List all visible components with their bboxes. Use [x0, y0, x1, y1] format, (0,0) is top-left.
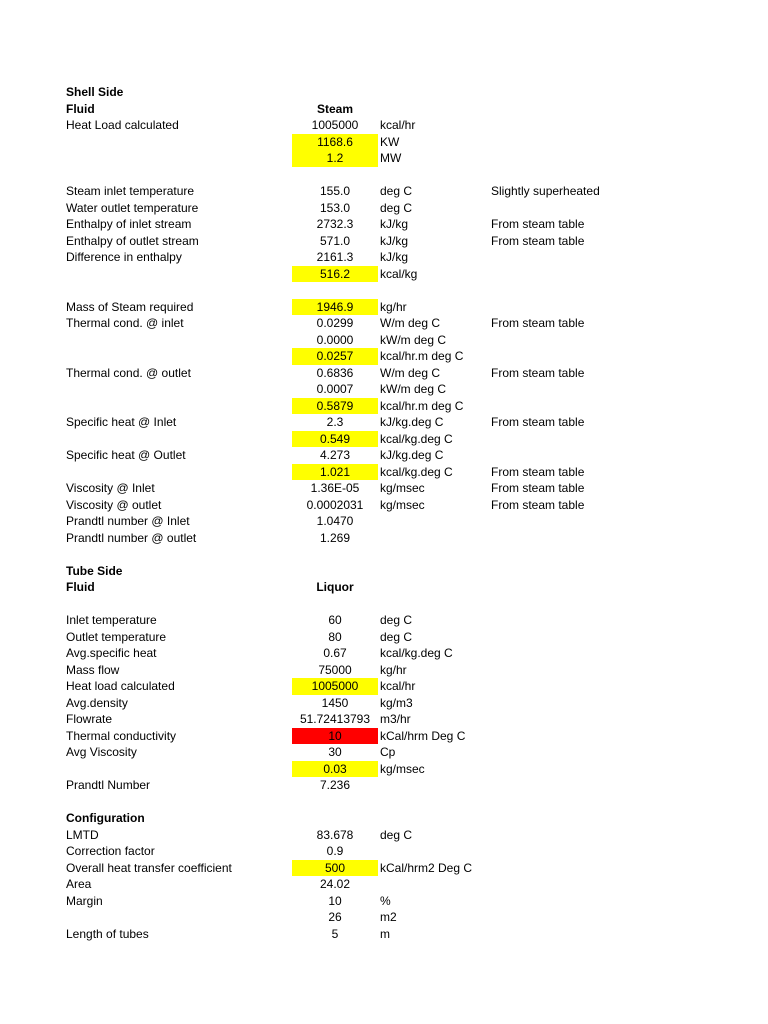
cell-value: 153.0 [319, 200, 351, 215]
sheet-row [0, 695, 768, 712]
cell-label: Specific heat @ Outlet [66, 448, 186, 462]
cell-value: 30 [328, 745, 342, 759]
sheet-row [0, 414, 768, 431]
cell-unit: kg/hr [380, 299, 407, 314]
cell-label: Length of tubes [66, 926, 149, 941]
cell-unit: kg/hr [380, 662, 407, 677]
sheet-row [0, 893, 768, 910]
cell-label: Difference in enthalpy [66, 250, 182, 264]
cell-value: 1.2 [292, 150, 378, 167]
cell-value: 0.9 [326, 844, 344, 858]
sheet-row [0, 216, 768, 233]
sheet-row [0, 761, 768, 778]
cell-label: Enthalpy of outlet stream [66, 233, 199, 248]
cell-unit: m3/hr [380, 712, 411, 726]
sheet-row [0, 563, 768, 580]
cell-unit: kcal/kg [380, 266, 418, 281]
cell-unit: kJ/kg [380, 217, 409, 231]
cell-value: 0.0257 [292, 348, 378, 365]
cell-label: Thermal cond. @ inlet [66, 316, 184, 330]
cell-label: Fluid [66, 580, 95, 594]
cell-note: From steam table [491, 365, 585, 380]
cell-label: Heat Load calculated [66, 118, 179, 132]
cell-label: Prandtl number @ outlet [66, 530, 197, 545]
cell-value: 1.021 [292, 464, 378, 481]
sheet-row [0, 348, 768, 365]
cell-unit: kcal/hr.m deg C [380, 349, 464, 363]
cell-value: 1168.6 [292, 134, 378, 151]
cell-label: Heat load calculated [66, 679, 175, 693]
cell-value: 1.36E-05 [310, 481, 360, 495]
cell-unit: kJ/kg.deg C [380, 448, 444, 462]
sheet-row [0, 843, 768, 860]
sheet-row [0, 381, 768, 398]
cell-unit: kJ/kg.deg C [380, 415, 444, 429]
cell-note: From steam table [491, 464, 585, 479]
cell-unit: % [380, 893, 391, 908]
cell-value: 0.03 [292, 761, 378, 778]
cell-unit: kJ/kg [380, 250, 409, 264]
cell-unit: kg/msec [380, 761, 425, 776]
sheet-row [0, 777, 768, 794]
sheet-row [0, 810, 768, 827]
sheet-row [0, 827, 768, 844]
cell-value: 51.72413793 [299, 712, 371, 726]
cell-value: 1.269 [319, 530, 351, 545]
cell-value: 5 [331, 926, 339, 941]
sheet-row [0, 282, 768, 299]
cell-unit: deg C [380, 613, 413, 627]
cell-value: 0.5879 [292, 398, 378, 415]
sheet-row [0, 794, 768, 811]
cell-value: 60 [328, 613, 342, 627]
cell-unit: kW/m deg C [380, 382, 447, 396]
sheet-row [0, 431, 768, 448]
cell-note: From steam table [491, 481, 585, 495]
sheet-row [0, 167, 768, 184]
sheet-row [0, 398, 768, 415]
cell-label: Tube Side [66, 563, 123, 578]
cell-value: 10 [328, 893, 342, 908]
sheet-row [0, 728, 768, 745]
cell-label: Correction factor [66, 844, 155, 858]
cell-label: Water outlet temperature [66, 200, 199, 215]
cell-label: Steam inlet temperature [66, 184, 195, 198]
cell-value: 24.02 [319, 877, 351, 891]
cell-note: From steam table [491, 233, 585, 248]
cell-label: Prandtl number @ Inlet [66, 514, 190, 528]
sheet-row [0, 546, 768, 563]
sheet-row [0, 447, 768, 464]
cell-note: From steam table [491, 316, 585, 330]
sheet-row [0, 183, 768, 200]
sheet-row [0, 711, 768, 728]
cell-value: 0.0007 [316, 382, 354, 396]
sheet-row [0, 909, 768, 926]
sheet-row [0, 249, 768, 266]
cell-unit: kJ/kg [380, 233, 409, 248]
cell-unit: m2 [380, 910, 397, 924]
sheet-row [0, 662, 768, 679]
cell-label: Enthalpy of inlet stream [66, 217, 192, 231]
sheet-row [0, 926, 768, 943]
cell-unit: kcal/hr [380, 679, 416, 693]
cell-label: Viscosity @ outlet [66, 497, 162, 512]
cell-label: Avg.density [66, 695, 128, 710]
cell-value: Liquor [316, 580, 354, 594]
sheet-row [0, 200, 768, 217]
cell-value: 0.549 [292, 431, 378, 448]
cell-label: Flowrate [66, 712, 113, 726]
cell-value: 1005000 [311, 118, 359, 132]
sheet-row [0, 150, 768, 167]
cell-value: 10 [292, 728, 378, 745]
cell-value: 571.0 [319, 233, 351, 248]
cell-label: Configuration [66, 811, 145, 825]
cell-value: 155.0 [319, 184, 351, 198]
cell-value: 7.236 [319, 778, 351, 792]
cell-unit: kcal/hr [380, 118, 416, 132]
cell-unit: kg/msec [380, 481, 425, 495]
cell-unit: deg C [380, 629, 413, 644]
sheet-row [0, 233, 768, 250]
sheet-row [0, 530, 768, 547]
sheet-row [0, 315, 768, 332]
cell-unit: kCal/hrm2 Deg C [380, 860, 473, 875]
cell-label: LMTD [66, 827, 99, 842]
sheet-row [0, 299, 768, 316]
cell-unit: kcal/hr.m deg C [380, 398, 464, 413]
sheet-row [0, 497, 768, 514]
cell-value: 26 [328, 910, 342, 924]
cell-unit: kcal/kg.deg C [380, 646, 453, 660]
sheet-row [0, 117, 768, 134]
sheet-row [0, 612, 768, 629]
cell-note: From steam table [491, 415, 585, 429]
cell-value: 2732.3 [316, 217, 354, 231]
cell-label: Viscosity @ Inlet [66, 481, 155, 495]
cell-unit: deg C [380, 200, 413, 215]
sheet-row [0, 596, 768, 613]
cell-value: 516.2 [292, 266, 378, 283]
cell-note: From steam table [491, 497, 585, 512]
sheet-row [0, 876, 768, 893]
cell-label: Avg.specific heat [66, 646, 157, 660]
cell-label: Area [66, 877, 92, 891]
cell-unit: m [380, 926, 390, 941]
cell-value: 1946.9 [292, 299, 378, 316]
cell-label: Thermal cond. @ outlet [66, 365, 191, 380]
cell-unit: deg C [380, 184, 413, 198]
cell-value: 1450 [321, 695, 349, 710]
sheet-row [0, 513, 768, 530]
cell-unit: deg C [380, 827, 413, 842]
cell-value: 80 [328, 629, 342, 644]
cell-label: Specific heat @ Inlet [66, 415, 177, 429]
cell-unit: kcal/kg.deg C [380, 464, 453, 479]
sheet-row [0, 860, 768, 877]
cell-value: 75000 [318, 662, 352, 677]
sheet-row [0, 365, 768, 382]
cell-label: Inlet temperature [66, 613, 157, 627]
cell-note: From steam table [491, 217, 585, 231]
cell-note: Slightly superheated [491, 184, 600, 198]
cell-value: 2161.3 [316, 250, 354, 264]
cell-label: Mass of Steam required [66, 299, 194, 314]
cell-label: Margin [66, 893, 103, 908]
cell-label: Mass flow [66, 662, 120, 677]
cell-value: 2.3 [326, 415, 344, 429]
cell-unit: kCal/hrm Deg C [380, 728, 466, 743]
cell-label: Prandtl Number [66, 778, 151, 792]
sheet-row [0, 266, 768, 283]
cell-unit: MW [380, 151, 402, 165]
cell-value: 500 [292, 860, 378, 877]
cell-label: Shell Side [66, 85, 124, 99]
sheet-row [0, 744, 768, 761]
sheet-row [0, 464, 768, 481]
cell-unit: kg/msec [380, 497, 425, 512]
cell-value: 0.6836 [316, 365, 354, 380]
cell-value: 0.0002031 [306, 497, 364, 512]
cell-unit: KW [380, 134, 400, 149]
cell-label: Overall heat transfer coefficient [66, 860, 232, 875]
cell-unit: kg/m3 [380, 695, 413, 710]
cell-value: 0.0299 [316, 316, 354, 330]
cell-value: 1005000 [292, 678, 378, 695]
sheet-row [0, 579, 768, 596]
sheet-row [0, 629, 768, 646]
cell-unit: W/m deg C [380, 365, 441, 380]
cell-value: 83.678 [316, 827, 354, 842]
cell-value: 1.0470 [316, 514, 354, 528]
cell-label: Fluid [66, 101, 95, 116]
cell-value: 0.0000 [316, 332, 354, 347]
cell-label: Outlet temperature [66, 629, 167, 644]
cell-value: 0.67 [323, 646, 347, 660]
sheet-row [0, 134, 768, 151]
cell-value: Steam [316, 101, 354, 116]
sheet-row [0, 332, 768, 349]
sheet-row [0, 101, 768, 118]
cell-unit: W/m deg C [380, 316, 441, 330]
sheet-row [0, 480, 768, 497]
cell-unit: kW/m deg C [380, 332, 447, 347]
cell-value: 4.273 [319, 448, 351, 462]
sheet-row [0, 678, 768, 695]
cell-label: Thermal conductivity [66, 728, 177, 743]
cell-label: Avg Viscosity [66, 745, 137, 759]
cell-unit: kcal/kg.deg C [380, 431, 453, 446]
cell-unit: Cp [380, 745, 396, 759]
sheet-row [0, 645, 768, 662]
spreadsheet [0, 84, 768, 942]
sheet-row [0, 84, 768, 101]
